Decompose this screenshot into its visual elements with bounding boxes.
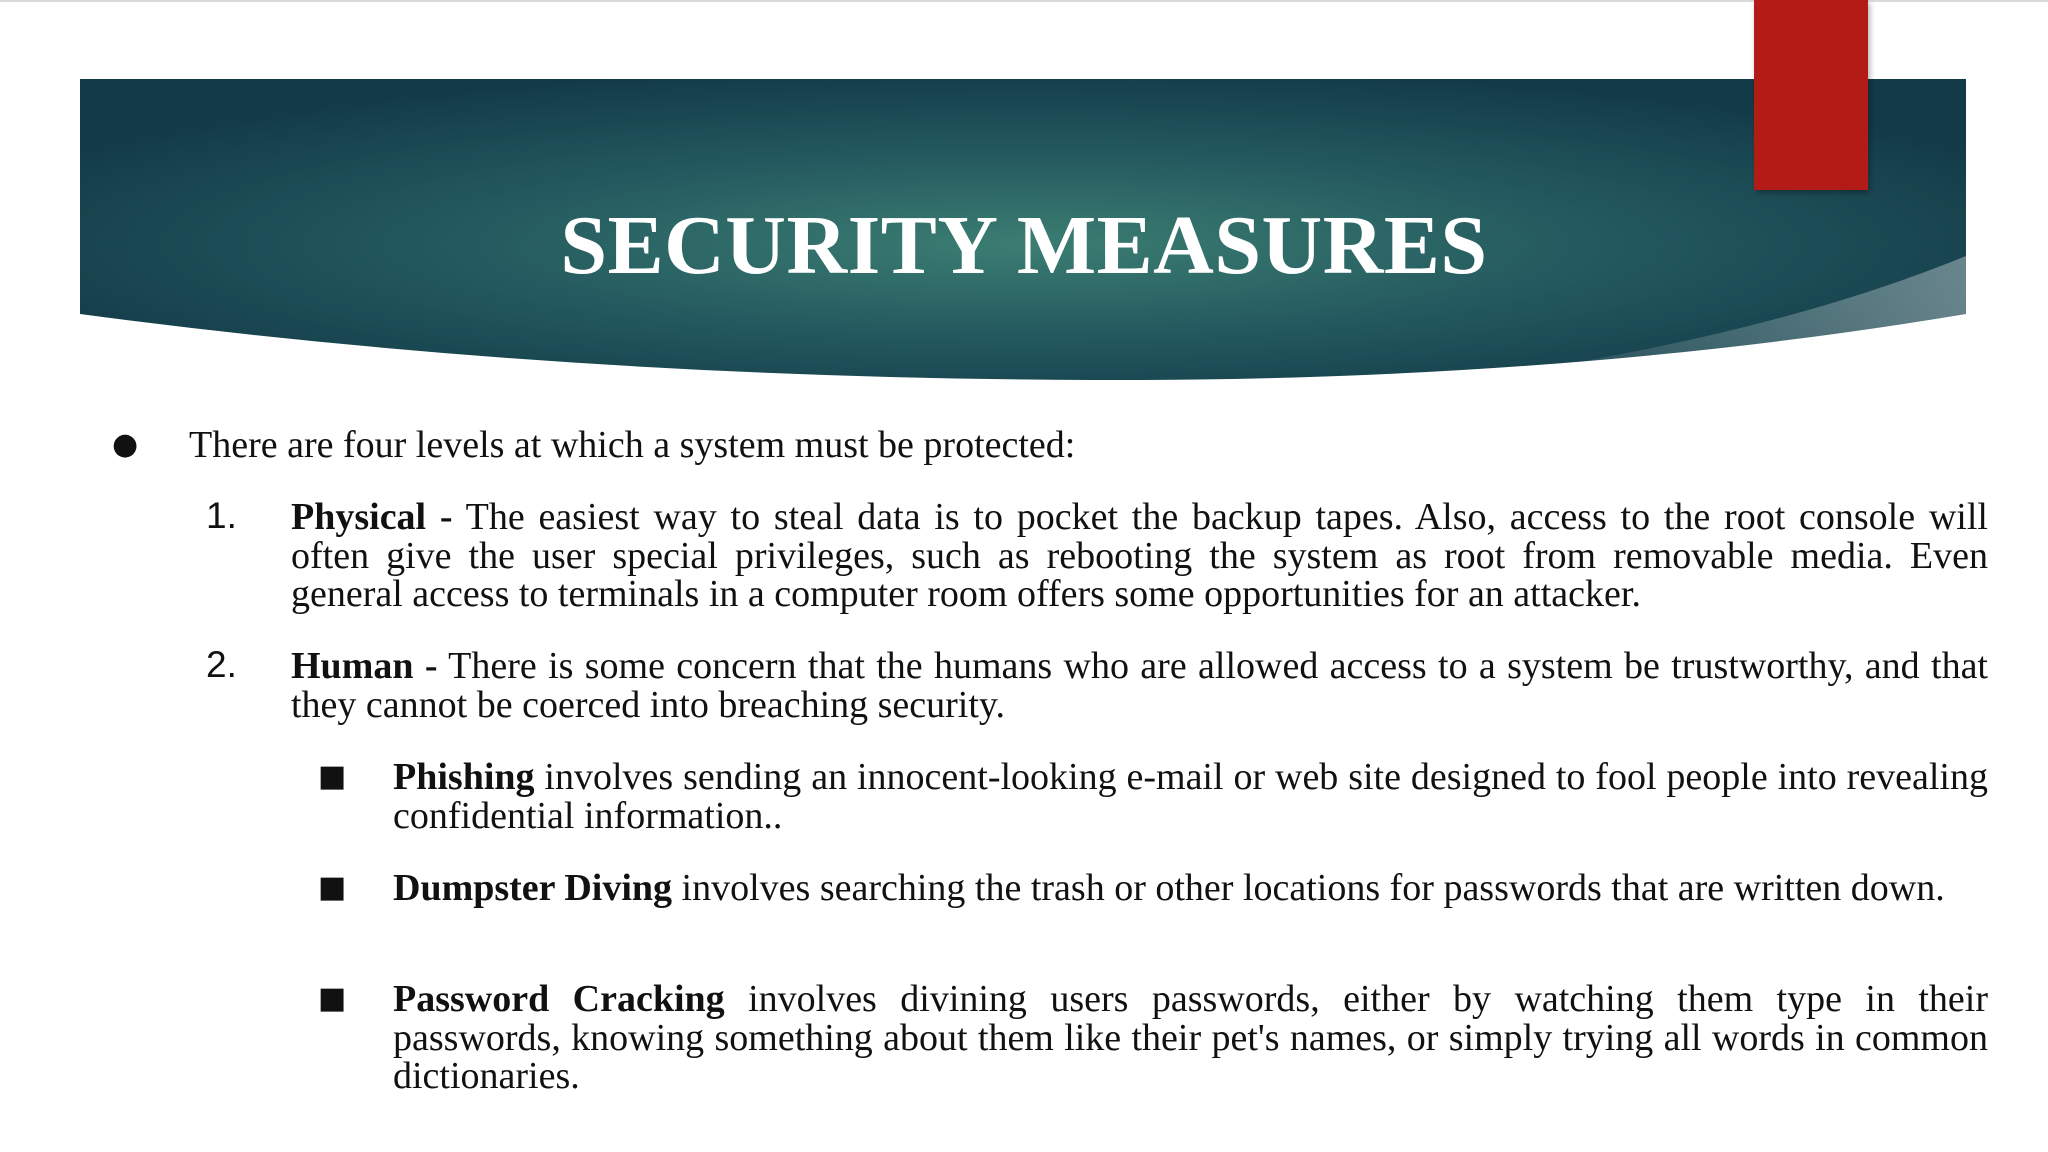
threat-password-cracking bbox=[393, 980, 1988, 1096]
threat-bullet: ■ bbox=[318, 981, 347, 1016]
intro-text: There are four levels at which a system must be protected: bbox=[189, 424, 1076, 466]
level-description: There is some concern that the humans who are allowed access to a system be trustworthy, and that they cannot be coerced into breaching security. bbox=[291, 645, 1988, 726]
slide-title: SECURITY MEASURES bbox=[560, 199, 1488, 292]
threat-bullet: ■ bbox=[318, 759, 347, 794]
level-number: 1. bbox=[206, 495, 237, 536]
red-accent-tab bbox=[1754, 0, 1868, 190]
intro-bullet: ● bbox=[112, 427, 139, 462]
threat-term: Phishing bbox=[393, 756, 535, 798]
level-term: Physical - bbox=[291, 496, 453, 538]
level-human bbox=[291, 647, 1988, 724]
threat-term: Dumpster Diving bbox=[393, 867, 673, 909]
threat-term: Password Cracking bbox=[393, 978, 725, 1020]
threat-bullet: ■ bbox=[318, 870, 347, 905]
threat-phishing bbox=[393, 756, 2045, 837]
level-number: 2. bbox=[206, 644, 237, 685]
level-description: The easiest way to steal data is to pocket the backup tapes. Also, access to the root console will often give the user special privileges, such as rebooting the system as root from removable media. Even general access to terminals in a computer room offers some opportunities for an attacker. bbox=[291, 496, 1988, 615]
level-physical bbox=[291, 498, 1988, 614]
threat-dumpster-diving bbox=[393, 869, 1988, 908]
level-term: Human - bbox=[291, 645, 438, 687]
threat-description: involves sending an innocent-looking e-mail or web site designed to fool people into revealing confidential information.. bbox=[393, 756, 2045, 837]
threat-description: involves searching the trash or other locations for passwords that are written down. bbox=[672, 867, 1945, 909]
threat-description: involves divining users passwords, either by watching them type in their passwords, knowing something about them like their pet's names, or simply trying all words in common dictionaries. bbox=[393, 978, 1988, 1097]
